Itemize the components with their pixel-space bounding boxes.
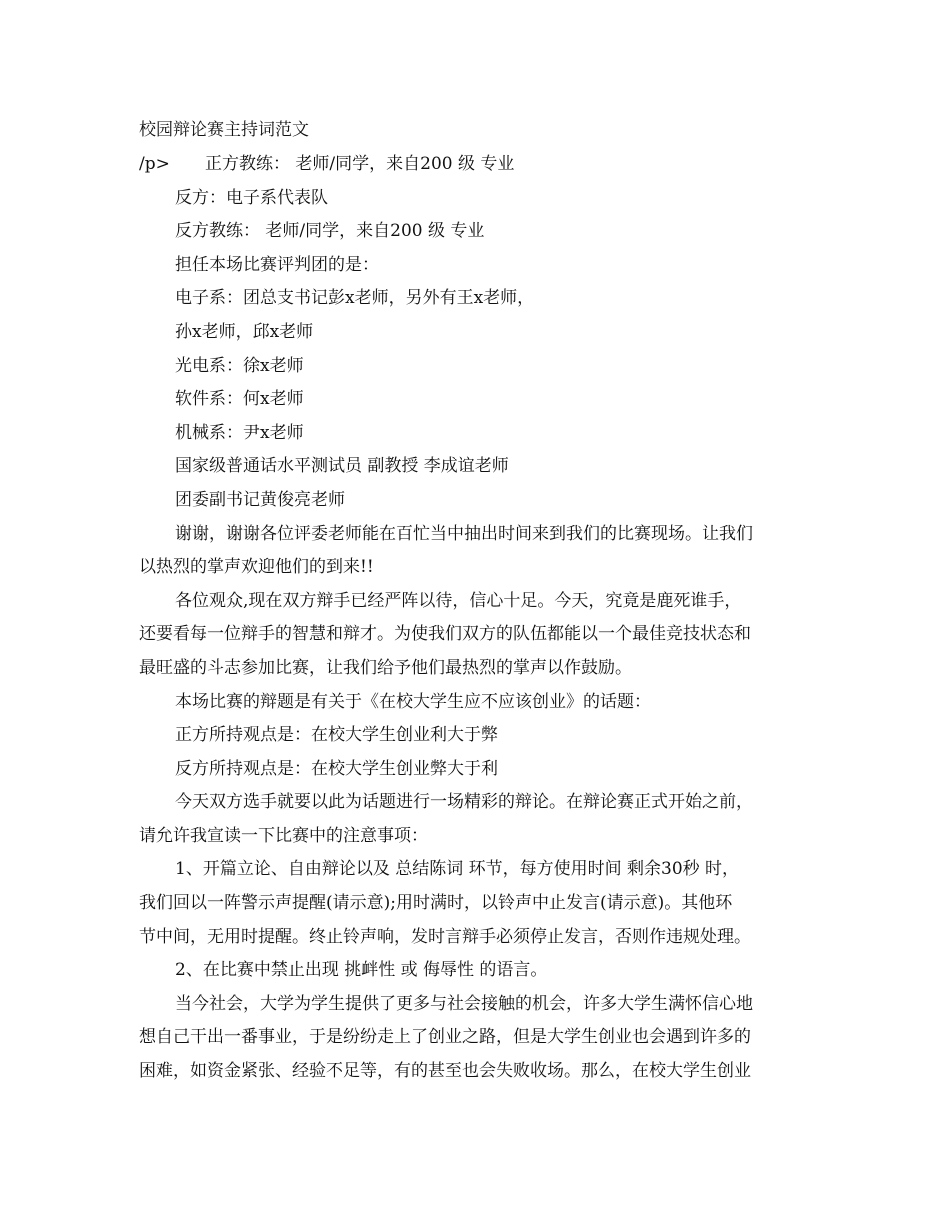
text-line: 反方：电子系代表队: [175, 187, 328, 208]
line-text: 正方教练： 老师/同学，来自200 级 专业: [205, 154, 515, 174]
text-line: 以热烈的掌声欢迎他们的到来!!: [139, 557, 374, 578]
text-line: 我们回以一阵警示声提醒(请示意);用时满时，以铃声中止发言(请示意)。其他环: [139, 893, 733, 914]
text-line: 机械系：尹x老师: [175, 422, 304, 443]
text-line: 孙x老师，邱x老师: [175, 321, 314, 342]
text-line: 软件系：何x老师: [175, 389, 304, 410]
document-title: 校园辩论赛主持词范文: [139, 120, 309, 140]
text-line: 还要看每一位辩手的智慧和辩才。为使我们双方的队伍都能以一个最佳竞技状态和: [139, 624, 751, 645]
text-line: 光电系：徐x老师: [175, 355, 304, 376]
text-line: 反方所持观点是：在校大学生创业弊大于利: [175, 758, 498, 779]
text-line: 正方所持观点是：在校大学生创业利大于弊: [175, 725, 498, 746]
stray-tag-text: /p>: [139, 154, 170, 174]
text-line: 反方教练： 老师/同学，来自200 级 专业: [175, 221, 485, 242]
document-body: [139, 148, 819, 1089]
text-line: [139, 148, 819, 182]
text-line: 团委副书记黄俊亮老师: [175, 489, 345, 510]
text-line: 请允许我宣读一下比赛中的注意事项：: [139, 825, 428, 846]
text-line: 本场比赛的辩题是有关于《在校大学生应不应该创业》的话题：: [175, 691, 651, 712]
text-line: 国家级普通话水平测试员 副教授 李成谊老师: [175, 456, 509, 477]
text-line: 今天双方选手就要以此为话题进行一场精彩的辩论。在辩论赛正式开始之前，: [175, 792, 753, 813]
text-line: 电子系：团总支书记彭x老师，另外有王x老师，: [175, 288, 535, 309]
text-line: 1、开篇立论、自由辩论以及 总结陈词 环节，每方使用时间 剩余30秒 时，: [175, 859, 740, 880]
text-line: 困难，如资金紧张、经验不足等，有的甚至也会失败收场。那么，在校大学生创业: [139, 1061, 751, 1082]
text-line: 担任本场比赛评判团的是：: [175, 254, 379, 275]
text-line: 节中间，无用时提醒。终止铃声响，发时言辩手必须停止发言，否则作违规处理。: [139, 926, 751, 947]
text-line: 想自己干出一番事业，于是纷纷走上了创业之路，但是大学生创业也会遇到许多的: [139, 1027, 751, 1048]
text-line: 各位观众,现在双方辩手已经严阵以待，信心十足。今天，究竟是鹿死谁手，: [175, 590, 742, 611]
text-line: 当今社会，大学为学生提供了更多与社会接触的机会，许多大学生满怀信心地: [175, 993, 753, 1014]
text-line: 最旺盛的斗志参加比赛，让我们给予他们最热烈的掌声以作鼓励。: [139, 657, 632, 678]
text-line: 2、在比赛中禁止出现 挑衅性 或 侮辱性 的语言。: [175, 960, 548, 981]
text-line: 谢谢，谢谢各位评委老师能在百忙当中抽出时间来到我们的比赛现场。让我们: [175, 523, 753, 544]
